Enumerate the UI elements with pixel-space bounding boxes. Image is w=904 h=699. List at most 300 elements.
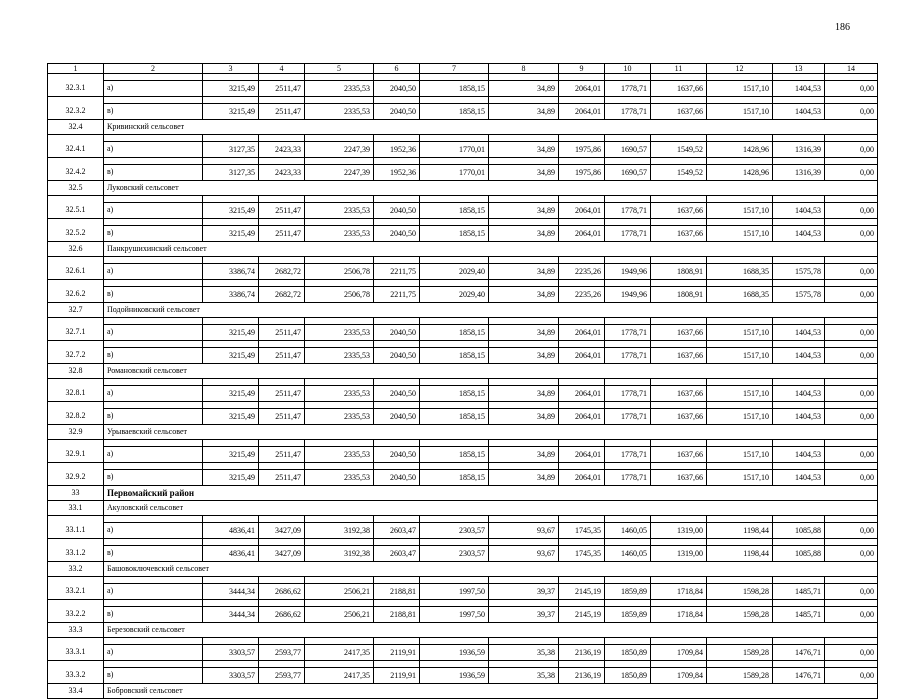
row-code: 32.8.1 <box>48 386 104 402</box>
row-label: а) <box>104 325 203 341</box>
row-label: а) <box>104 523 203 539</box>
value-cell: 1997,50 <box>420 584 489 600</box>
value-cell: 0,00 <box>825 287 878 303</box>
value-cell: 1517,10 <box>707 447 773 463</box>
row-label: в) <box>104 226 203 242</box>
table-row <box>48 203 878 219</box>
value-cell: 1085,88 <box>773 546 825 562</box>
spacer-cell <box>305 379 374 386</box>
value-cell: 34,89 <box>489 470 559 486</box>
value-cell: 1778,71 <box>605 348 651 364</box>
spacer-cell <box>825 379 878 386</box>
column-header: 2 <box>104 64 203 74</box>
column-header: 12 <box>707 64 773 74</box>
section-code: 33.2 <box>48 562 104 577</box>
value-cell: 1404,53 <box>773 386 825 402</box>
spacer-cell <box>104 341 203 348</box>
spacer-cell <box>559 463 605 470</box>
spacer-cell <box>773 158 825 165</box>
value-cell: 2064,01 <box>559 104 605 120</box>
spacer-cell <box>305 661 374 668</box>
spacer-cell <box>605 638 651 645</box>
value-cell: 1637,66 <box>651 447 707 463</box>
spacer-cell <box>203 379 259 386</box>
value-cell: 1517,10 <box>707 226 773 242</box>
spacer-cell <box>489 219 559 226</box>
section-title: Подойниковский сельсовет <box>104 303 878 318</box>
table-row <box>48 523 878 539</box>
value-cell: 35,38 <box>489 645 559 661</box>
spacer-cell <box>374 318 420 325</box>
spacer-cell <box>707 516 773 523</box>
value-cell: 3215,49 <box>203 226 259 242</box>
spacer-cell <box>559 196 605 203</box>
value-cell: 2417,35 <box>305 668 374 684</box>
value-cell: 1549,52 <box>651 165 707 181</box>
spacer-cell <box>559 440 605 447</box>
spacer-cell <box>48 135 104 142</box>
table-row <box>48 226 878 242</box>
spacer-cell <box>651 280 707 287</box>
section-code: 33.1 <box>48 501 104 516</box>
value-cell: 1404,53 <box>773 81 825 97</box>
spacer-cell <box>420 539 489 546</box>
value-cell: 1549,52 <box>651 142 707 158</box>
value-cell: 2064,01 <box>559 325 605 341</box>
value-cell: 1949,96 <box>605 264 651 280</box>
value-cell: 1718,84 <box>651 584 707 600</box>
value-cell: 1460,05 <box>605 523 651 539</box>
spacer-cell <box>605 135 651 142</box>
spacer-cell <box>773 600 825 607</box>
table-body <box>48 74 878 699</box>
spacer-cell <box>48 158 104 165</box>
value-cell: 1745,35 <box>559 523 605 539</box>
value-cell: 34,89 <box>489 81 559 97</box>
spacer-cell <box>605 158 651 165</box>
value-cell: 1404,53 <box>773 203 825 219</box>
value-cell: 1476,71 <box>773 645 825 661</box>
value-cell: 3303,57 <box>203 668 259 684</box>
spacer-cell <box>420 516 489 523</box>
spacer-cell <box>259 463 305 470</box>
spacer-cell <box>559 638 605 645</box>
spacer-cell <box>605 440 651 447</box>
column-header: 13 <box>773 64 825 74</box>
spacer-cell <box>825 219 878 226</box>
spacer-cell <box>825 318 878 325</box>
value-cell: 1975,86 <box>559 142 605 158</box>
section-row <box>48 181 878 196</box>
spacer-cell <box>825 158 878 165</box>
spacer-cell <box>48 97 104 104</box>
page-number: 186 <box>835 22 850 33</box>
value-cell: 1858,15 <box>420 470 489 486</box>
spacer-cell <box>374 135 420 142</box>
value-cell: 1778,71 <box>605 325 651 341</box>
spacer-cell <box>374 219 420 226</box>
value-cell: 34,89 <box>489 287 559 303</box>
spacer-cell <box>259 577 305 584</box>
value-cell: 1198,44 <box>707 546 773 562</box>
spacer-cell <box>605 577 651 584</box>
value-cell: 3215,49 <box>203 470 259 486</box>
value-cell: 1485,71 <box>773 607 825 623</box>
spacer-cell <box>707 638 773 645</box>
value-cell: 1778,71 <box>605 104 651 120</box>
spacer-cell <box>489 257 559 264</box>
row-code: 32.3.2 <box>48 104 104 120</box>
row-spacer <box>48 158 878 165</box>
row-label: а) <box>104 264 203 280</box>
value-cell: 1778,71 <box>605 81 651 97</box>
value-cell: 1316,39 <box>773 142 825 158</box>
spacer-cell <box>707 219 773 226</box>
value-cell: 0,00 <box>825 226 878 242</box>
value-cell: 2506,21 <box>305 584 374 600</box>
value-cell: 1745,35 <box>559 546 605 562</box>
spacer-cell <box>420 219 489 226</box>
spacer-cell <box>374 516 420 523</box>
table-row <box>48 668 878 684</box>
spacer-cell <box>203 539 259 546</box>
district-row <box>48 486 878 501</box>
spacer-cell <box>825 440 878 447</box>
spacer-cell <box>707 379 773 386</box>
spacer-cell <box>489 463 559 470</box>
value-cell: 34,89 <box>489 226 559 242</box>
spacer-cell <box>48 577 104 584</box>
spacer-cell <box>203 463 259 470</box>
spacer-cell <box>605 661 651 668</box>
row-code: 32.9.1 <box>48 447 104 463</box>
spacer-cell <box>773 318 825 325</box>
spacer-cell <box>104 638 203 645</box>
spacer-cell <box>48 463 104 470</box>
value-cell: 0,00 <box>825 203 878 219</box>
spacer-cell <box>707 661 773 668</box>
spacer-cell <box>489 402 559 409</box>
spacer-cell <box>773 539 825 546</box>
section-title: Бaшовоключевский сельсовет <box>104 562 878 577</box>
spacer-cell <box>104 516 203 523</box>
row-code: 33.2.2 <box>48 607 104 623</box>
spacer-cell <box>374 97 420 104</box>
spacer-cell <box>420 318 489 325</box>
spacer-cell <box>489 135 559 142</box>
spacer-cell <box>374 379 420 386</box>
value-cell: 0,00 <box>825 264 878 280</box>
header-row <box>48 64 878 74</box>
value-cell: 2064,01 <box>559 81 605 97</box>
value-cell: 2417,35 <box>305 645 374 661</box>
spacer-cell <box>374 577 420 584</box>
value-cell: 3192,38 <box>305 523 374 539</box>
value-cell: 2235,26 <box>559 264 605 280</box>
row-spacer <box>48 97 878 104</box>
value-cell: 1637,66 <box>651 203 707 219</box>
table-row <box>48 447 878 463</box>
value-cell: 3215,49 <box>203 325 259 341</box>
spacer-cell <box>305 257 374 264</box>
value-cell: 34,89 <box>489 325 559 341</box>
spacer-cell <box>374 196 420 203</box>
spacer-cell <box>489 379 559 386</box>
spacer-cell <box>825 97 878 104</box>
value-cell: 1404,53 <box>773 226 825 242</box>
row-spacer <box>48 196 878 203</box>
spacer-cell <box>559 135 605 142</box>
value-cell: 4836,41 <box>203 546 259 562</box>
value-cell: 2040,50 <box>374 348 420 364</box>
spacer-cell <box>559 280 605 287</box>
column-header: 8 <box>489 64 559 74</box>
spacer-cell <box>203 280 259 287</box>
spacer-cell <box>420 341 489 348</box>
row-spacer <box>48 661 878 668</box>
value-cell: 2211,75 <box>374 287 420 303</box>
value-cell: 1198,44 <box>707 523 773 539</box>
value-cell: 1598,28 <box>707 584 773 600</box>
spacer-cell <box>605 516 651 523</box>
value-cell: 2040,50 <box>374 447 420 463</box>
spacer-cell <box>707 135 773 142</box>
spacer-cell <box>605 280 651 287</box>
row-label: в) <box>104 409 203 425</box>
section-row <box>48 303 878 318</box>
spacer-cell <box>825 638 878 645</box>
value-cell: 2303,57 <box>420 523 489 539</box>
value-cell: 2506,78 <box>305 287 374 303</box>
spacer-cell <box>605 74 651 81</box>
table-row <box>48 386 878 402</box>
spacer-cell <box>707 577 773 584</box>
spacer-cell <box>374 638 420 645</box>
value-cell: 2211,75 <box>374 264 420 280</box>
row-spacer <box>48 600 878 607</box>
spacer-cell <box>489 74 559 81</box>
spacer-cell <box>605 402 651 409</box>
spacer-cell <box>420 74 489 81</box>
spacer-cell <box>651 440 707 447</box>
spacer-cell <box>104 318 203 325</box>
spacer-cell <box>605 196 651 203</box>
spacer-cell <box>489 318 559 325</box>
table-row <box>48 287 878 303</box>
row-code: 32.6.2 <box>48 287 104 303</box>
value-cell: 2145,19 <box>559 607 605 623</box>
spacer-cell <box>825 257 878 264</box>
spacer-cell <box>203 577 259 584</box>
spacer-cell <box>305 402 374 409</box>
value-cell: 1858,15 <box>420 81 489 97</box>
spacer-cell <box>707 440 773 447</box>
value-cell: 0,00 <box>825 165 878 181</box>
value-cell: 2511,47 <box>259 409 305 425</box>
value-cell: 2064,01 <box>559 470 605 486</box>
section-row <box>48 364 878 379</box>
value-cell: 2593,77 <box>259 645 305 661</box>
spacer-cell <box>651 577 707 584</box>
section-title: Романовский сельсовет <box>104 364 878 379</box>
value-cell: 1778,71 <box>605 447 651 463</box>
table-row <box>48 142 878 158</box>
spacer-cell <box>48 341 104 348</box>
spacer-cell <box>707 463 773 470</box>
value-cell: 1637,66 <box>651 104 707 120</box>
spacer-cell <box>104 463 203 470</box>
spacer-cell <box>305 463 374 470</box>
column-header: 1 <box>48 64 104 74</box>
spacer-cell <box>605 97 651 104</box>
value-cell: 3303,57 <box>203 645 259 661</box>
spacer-cell <box>305 638 374 645</box>
value-cell: 39,37 <box>489 607 559 623</box>
value-cell: 1936,59 <box>420 645 489 661</box>
column-header: 5 <box>305 64 374 74</box>
section-code: 32.7 <box>48 303 104 318</box>
value-cell: 2511,47 <box>259 386 305 402</box>
spacer-cell <box>420 638 489 645</box>
spacer-cell <box>48 74 104 81</box>
value-cell: 2686,62 <box>259 584 305 600</box>
value-cell: 0,00 <box>825 348 878 364</box>
spacer-cell <box>104 440 203 447</box>
value-cell: 1517,10 <box>707 203 773 219</box>
value-cell: 1517,10 <box>707 409 773 425</box>
spacer-cell <box>420 440 489 447</box>
value-cell: 3215,49 <box>203 203 259 219</box>
spacer-cell <box>203 318 259 325</box>
value-cell: 1589,28 <box>707 668 773 684</box>
spacer-cell <box>104 379 203 386</box>
row-spacer <box>48 318 878 325</box>
spacer-cell <box>48 440 104 447</box>
row-code: 32.5.1 <box>48 203 104 219</box>
spacer-cell <box>374 341 420 348</box>
value-cell: 1858,15 <box>420 203 489 219</box>
value-cell: 2040,50 <box>374 386 420 402</box>
value-cell: 2064,01 <box>559 348 605 364</box>
spacer-cell <box>825 196 878 203</box>
spacer-cell <box>203 440 259 447</box>
spacer-cell <box>559 516 605 523</box>
value-cell: 1517,10 <box>707 81 773 97</box>
spacer-cell <box>259 257 305 264</box>
section-title: Березовский сельсовет <box>104 623 878 638</box>
value-cell: 2682,72 <box>259 264 305 280</box>
spacer-cell <box>651 379 707 386</box>
spacer-cell <box>489 539 559 546</box>
row-code: 33.1.2 <box>48 546 104 562</box>
district-title: Первомайский район <box>104 486 878 501</box>
value-cell: 1858,15 <box>420 348 489 364</box>
spacer-cell <box>305 600 374 607</box>
value-cell: 1637,66 <box>651 348 707 364</box>
value-cell: 1975,86 <box>559 165 605 181</box>
spacer-cell <box>305 341 374 348</box>
value-cell: 0,00 <box>825 386 878 402</box>
spacer-cell <box>203 600 259 607</box>
table-row <box>48 325 878 341</box>
row-code: 32.9.2 <box>48 470 104 486</box>
section-row <box>48 120 878 135</box>
value-cell: 2136,19 <box>559 645 605 661</box>
value-cell: 2040,50 <box>374 81 420 97</box>
row-label: в) <box>104 668 203 684</box>
section-row <box>48 242 878 257</box>
spacer-cell <box>259 196 305 203</box>
row-code: 32.8.2 <box>48 409 104 425</box>
value-cell: 3427,09 <box>259 523 305 539</box>
value-cell: 3127,35 <box>203 142 259 158</box>
value-cell: 1404,53 <box>773 409 825 425</box>
spacer-cell <box>559 600 605 607</box>
spacer-cell <box>259 402 305 409</box>
spacer-cell <box>651 196 707 203</box>
spacer-cell <box>651 402 707 409</box>
row-label: в) <box>104 546 203 562</box>
spacer-cell <box>374 280 420 287</box>
value-cell: 2335,53 <box>305 409 374 425</box>
row-spacer <box>48 463 878 470</box>
spacer-cell <box>559 97 605 104</box>
value-cell: 3386,74 <box>203 264 259 280</box>
value-cell: 1859,89 <box>605 607 651 623</box>
value-cell: 1690,57 <box>605 165 651 181</box>
spacer-cell <box>489 97 559 104</box>
value-cell: 1404,53 <box>773 447 825 463</box>
spacer-cell <box>305 219 374 226</box>
spacer-cell <box>420 661 489 668</box>
value-cell: 0,00 <box>825 447 878 463</box>
spacer-cell <box>773 638 825 645</box>
spacer-cell <box>651 97 707 104</box>
section-title: Кривинский сельсовет <box>104 120 878 135</box>
row-label: в) <box>104 104 203 120</box>
value-cell: 2136,19 <box>559 668 605 684</box>
spacer-cell <box>104 196 203 203</box>
value-cell: 34,89 <box>489 409 559 425</box>
spacer-cell <box>259 600 305 607</box>
value-cell: 1319,00 <box>651 546 707 562</box>
spacer-cell <box>651 219 707 226</box>
row-label: а) <box>104 81 203 97</box>
spacer-cell <box>559 341 605 348</box>
row-spacer <box>48 341 878 348</box>
spacer-cell <box>707 196 773 203</box>
value-cell: 1476,71 <box>773 668 825 684</box>
value-cell: 1709,84 <box>651 668 707 684</box>
value-cell: 1859,89 <box>605 584 651 600</box>
value-cell: 2335,53 <box>305 104 374 120</box>
section-row <box>48 425 878 440</box>
spacer-cell <box>104 97 203 104</box>
spacer-cell <box>420 600 489 607</box>
spacer-cell <box>489 600 559 607</box>
spacer-cell <box>773 577 825 584</box>
value-cell: 2511,47 <box>259 104 305 120</box>
value-cell: 3192,38 <box>305 546 374 562</box>
value-cell: 34,89 <box>489 165 559 181</box>
value-cell: 2511,47 <box>259 470 305 486</box>
value-cell: 1637,66 <box>651 325 707 341</box>
value-cell: 34,89 <box>489 386 559 402</box>
spacer-cell <box>259 97 305 104</box>
value-cell: 2064,01 <box>559 409 605 425</box>
value-cell: 1598,28 <box>707 607 773 623</box>
value-cell: 2119,91 <box>374 668 420 684</box>
